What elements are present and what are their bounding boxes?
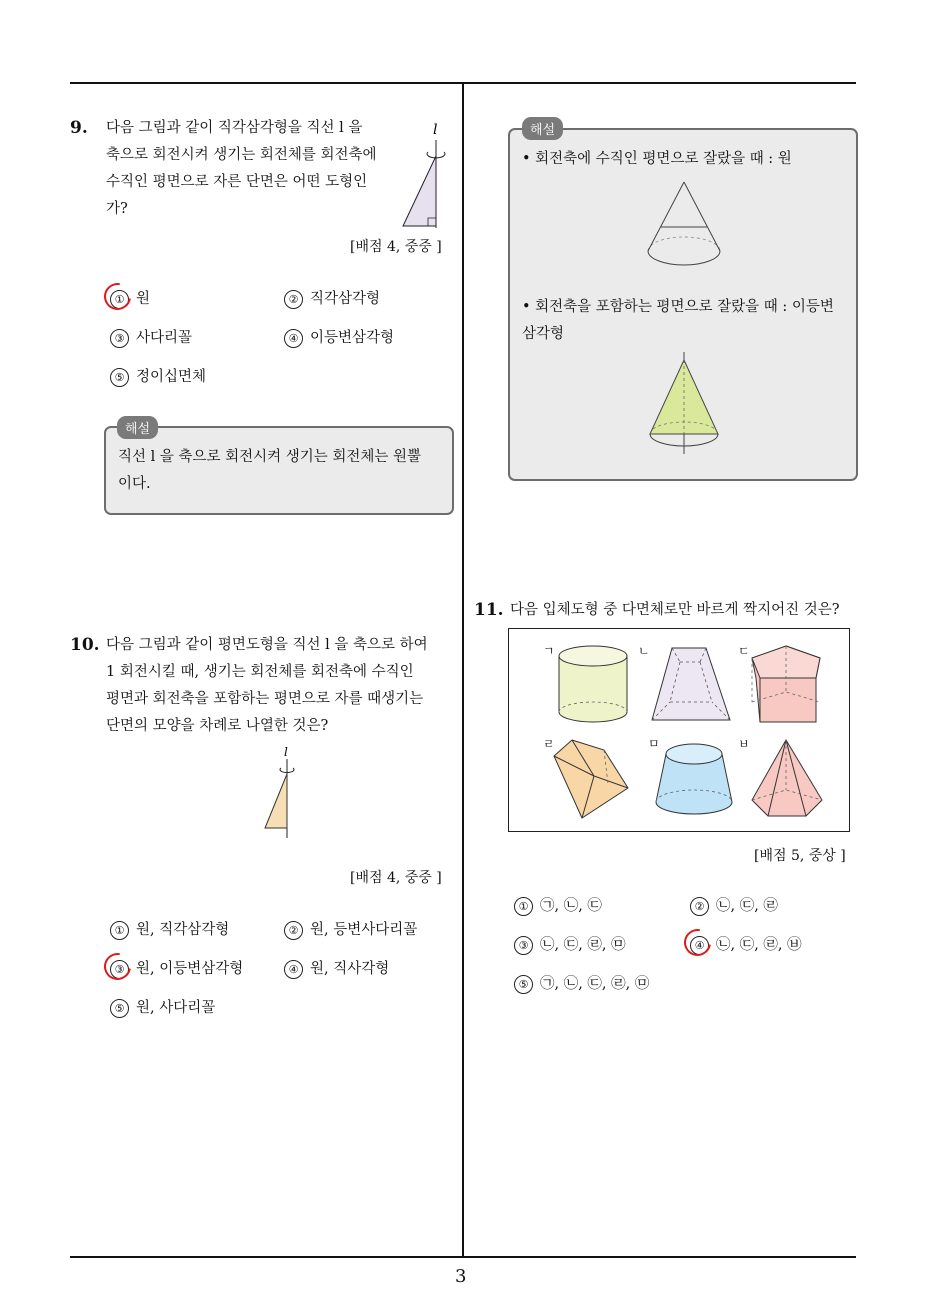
triangular-prism-shape (552, 738, 632, 822)
solution-line: • 회전축을 포함하는 평면으로 잘랐을 때 : 이등변 (522, 299, 834, 315)
option-text: 원, 직사각형 (310, 961, 390, 977)
answer-mark (99, 948, 137, 986)
q10-solution-line1: • 회전축에 수직인 평면으로 잘랐을 때 : 원 (522, 151, 792, 167)
q10-solution-tag: 해설 (522, 117, 563, 140)
option-number: ① (514, 897, 533, 916)
solution-line: 이다. (118, 476, 151, 492)
shape-label: ㅁ (648, 737, 660, 751)
q11-option-5[interactable] (514, 972, 649, 994)
option-number: ① (110, 921, 129, 940)
option-number: ⑤ (110, 368, 129, 387)
option-text: 원, 사다리꼴 (136, 1000, 216, 1016)
q9-triangle-figure (398, 118, 450, 233)
q9-line: 가? (106, 201, 128, 217)
option-text: 사다리꼴 (136, 330, 193, 346)
q10-question-text (106, 632, 451, 740)
q10-option-1[interactable] (110, 918, 229, 940)
answer-mark (679, 924, 717, 962)
q9-option-5[interactable] (110, 365, 206, 387)
q10-line: 평면과 회전축을 포함하는 평면으로 자를 때생기는 (106, 691, 424, 707)
q11-option-2[interactable] (690, 894, 778, 916)
q10-option-5[interactable] (110, 996, 215, 1018)
shape-label: ㄱ (543, 644, 555, 658)
option-number: ② (690, 897, 709, 916)
option-number: ① (110, 290, 129, 309)
q9-line: 수직인 평면으로 자른 단면은 어떤 도형인 (106, 174, 368, 190)
square-frustum-shape (648, 644, 732, 726)
solution-line: 삼각형 (522, 326, 565, 342)
option-text: 원, 등변사다리꼴 (310, 922, 418, 938)
option-number: ④ (284, 329, 303, 348)
option-number: ② (284, 290, 303, 309)
option-number: ④ (690, 936, 709, 955)
q9-line: 축으로 회전시켜 생기는 회전체를 회전축에 (106, 147, 377, 163)
q9-number: 9. (70, 118, 88, 138)
option-text: 원 (136, 291, 151, 307)
shape-label: ㄷ (738, 644, 750, 658)
cone-horizontal-cut-figure (640, 178, 730, 278)
option-text: 직각삼각형 (310, 291, 381, 307)
solution-line: 직선 l 을 축으로 회전시켜 생기는 회전체는 원뿔 (118, 449, 422, 465)
q11-option-1[interactable] (514, 894, 602, 916)
q11-number: 11. (474, 600, 504, 620)
q10-triangle-figure (262, 744, 302, 840)
q9-line: 다음 그림과 같이 직각삼각형을 직선 l 을 (106, 120, 363, 136)
option-text: 원, 직각삼각형 (136, 922, 230, 938)
option-number: ⑤ (514, 975, 533, 994)
q10-number: 10. (70, 635, 100, 655)
option-number: ④ (284, 960, 303, 979)
q11-score-meta: [배점 5, 중상 ] (754, 848, 846, 864)
q9-score-meta: [배점 4, 중중 ] (350, 239, 442, 255)
option-number: ⑤ (110, 999, 129, 1018)
q11-question-text: 다음 입체도형 중 다면체로만 바르게 짝지어진 것은? (510, 602, 840, 618)
q11-option-3[interactable] (514, 933, 626, 955)
cylinder-shape (556, 644, 630, 726)
option-text: ㉠, ㉡, ㉢, ㉣, ㉤ (540, 976, 650, 992)
option-text: ㉡, ㉢, ㉣ (716, 898, 778, 914)
answer-mark (99, 278, 137, 316)
option-text: ㉡, ㉢, ㉣, ㉥ (716, 937, 802, 953)
option-number: ② (284, 921, 303, 940)
q10-option-2[interactable] (284, 918, 417, 940)
option-number: ③ (514, 936, 533, 955)
pentagonal-pyramid-shape (750, 738, 826, 822)
q9-question-text (106, 115, 396, 223)
bottom-rule (70, 1256, 856, 1258)
option-text: ㉠, ㉡, ㉢ (540, 898, 602, 914)
q10-solution-line2 (522, 294, 834, 348)
q9-axis-label: l (433, 122, 438, 138)
q10-axis-label: l (284, 745, 288, 759)
q9-option-2[interactable] (284, 287, 380, 309)
column-divider (462, 82, 464, 1258)
option-number: ③ (110, 329, 129, 348)
shape-label: ㄴ (638, 644, 650, 658)
option-text: ㉡, ㉢, ㉣, ㉤ (540, 937, 626, 953)
q10-option-4[interactable] (284, 957, 389, 979)
q10-score-meta: [배점 4, 중중 ] (350, 870, 442, 886)
shape-label: ㅂ (738, 737, 750, 751)
q9-option-4[interactable] (284, 326, 394, 348)
q9-solution-text (118, 444, 444, 498)
shape-label: ㄹ (543, 737, 555, 751)
q10-line: 다음 그림과 같이 평면도형을 직선 l 을 축으로 하여 (106, 637, 428, 653)
option-text: 정이십면체 (136, 369, 207, 385)
pentagonal-prism-shape (750, 644, 824, 726)
option-text: 원, 이등변삼각형 (136, 961, 244, 977)
q10-line: 1 회전시킬 때, 생기는 회전체를 회전축에 수직인 (106, 664, 414, 680)
option-number: ③ (110, 960, 129, 979)
q9-option-3[interactable] (110, 326, 192, 348)
cone-frustum-shape (652, 740, 736, 820)
page-number: 3 (455, 1266, 467, 1287)
q9-solution-tag: 해설 (117, 416, 158, 439)
option-text: 이등변삼각형 (310, 330, 395, 346)
cone-vertical-cut-figure (640, 352, 730, 456)
q10-line: 단면의 모양을 차례로 나열한 것은? (106, 718, 329, 734)
